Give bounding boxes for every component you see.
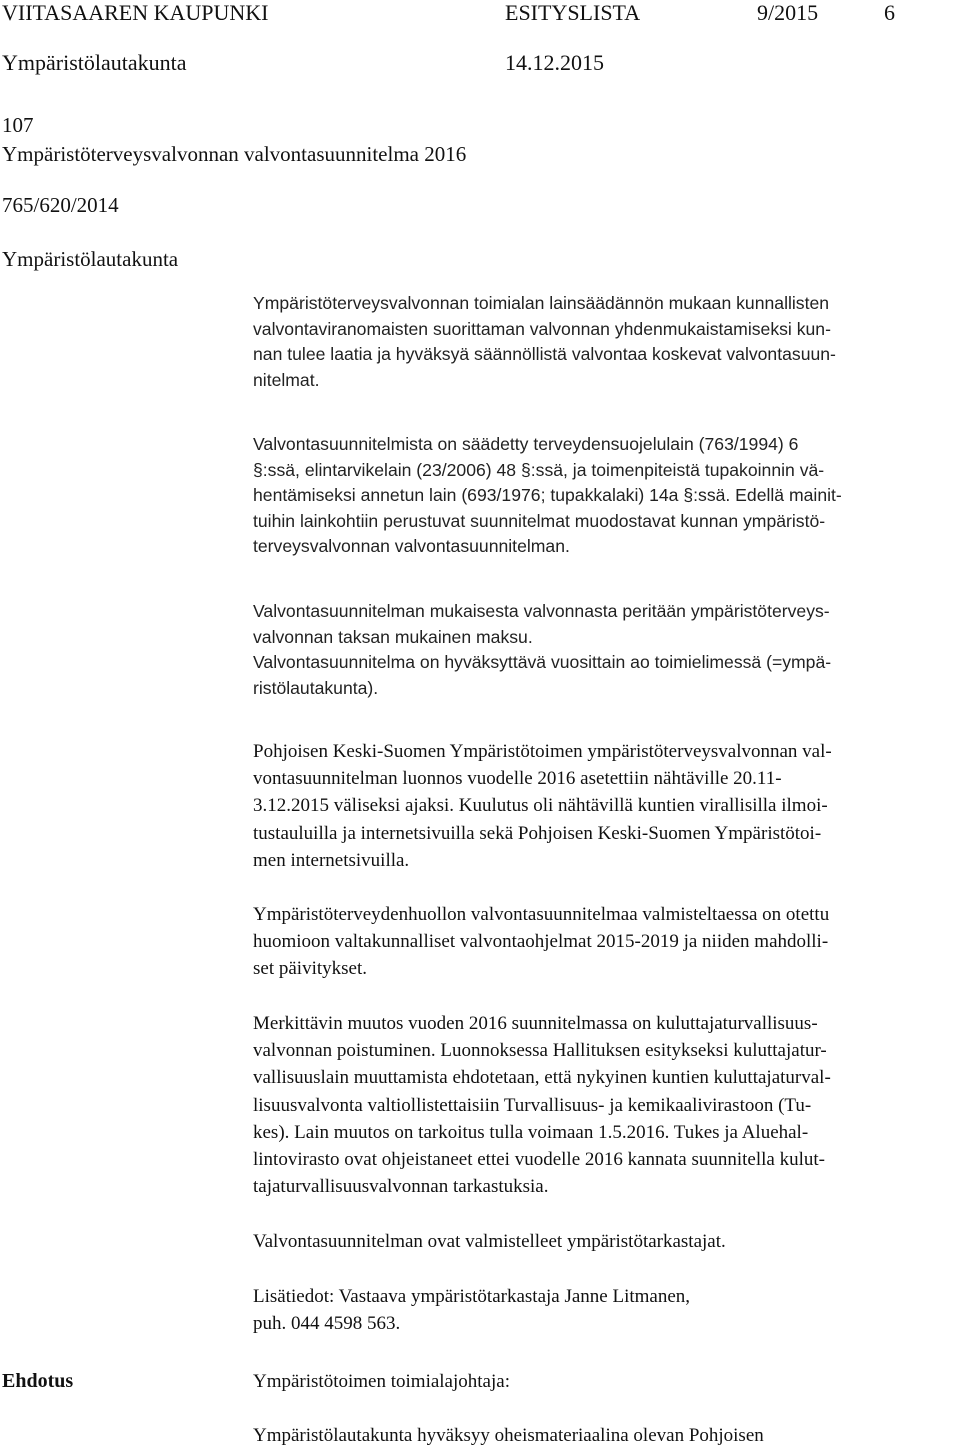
paragraph-line: huomioon valtakunnalliset valvontaohjelmat 2015-2019 ja niiden mahdolli- bbox=[253, 931, 829, 953]
paragraph-4 bbox=[253, 738, 958, 874]
paragraph-line: Valvontasuunnitelman ovat valmistelleet ympäristötarkastajat. bbox=[253, 1231, 726, 1252]
paragraph-line: tustauluilla ja internetsivuilla sekä Pohjoisen Keski-Suomen Ympäristötoi- bbox=[253, 822, 822, 844]
diary-number: 765/620/2014 bbox=[2, 193, 119, 217]
paragraph-line: Ympäristöterveysvalvonnan toimialan lainsäädännön mukaan kunnallisten bbox=[253, 293, 830, 313]
header-issue: 9/2015 bbox=[757, 0, 819, 25]
paragraph-line: terveysvalvonnan valvontasuunnitelman. bbox=[253, 536, 570, 557]
paragraph-line: nan tulee laatia ja hyväksyä säännöllistä valvontaa koskevat valvontasuun- bbox=[253, 344, 836, 365]
paragraph-line: tuihin lainkohtiin perustuvat suunnitelmat muodostavat kunnan ympäristö- bbox=[253, 510, 826, 531]
paragraph-line: set päivitykset. bbox=[253, 958, 367, 980]
paragraph-line: Valvontasuunnitelman mukaisesta valvonnasta peritään ympäristöterveys- bbox=[253, 601, 830, 621]
section-title: Ympäristöterveysvalvonnan valvontasuunnitelma 2016 bbox=[2, 142, 467, 166]
paragraph-7 bbox=[253, 1228, 958, 1255]
header-org: VIITASAAREN KAUPUNKI bbox=[2, 0, 269, 25]
paragraph-line: valvonnan poistuminen. Luonnoksessa Hallituksen esitykseksi kuluttajatur- bbox=[253, 1040, 827, 1062]
header-doc-type: ESITYSLISTA bbox=[505, 0, 641, 25]
paragraph-line: men internetsivuilla. bbox=[253, 849, 410, 871]
paragraph-line: 3.12.2015 väliseksi ajaksi. Kuulutus oli nähtävillä kuntien virallisilla ilmoi- bbox=[253, 795, 828, 817]
proposer-text: Ympäristötoimen toimialajohtaja: bbox=[253, 1371, 510, 1392]
paragraph-8 bbox=[253, 1283, 958, 1337]
paragraph-line: Valvontasuunnitelma on hyväksyttävä vuosittain ao toimielimessä (=ympä- bbox=[253, 652, 832, 673]
paragraph-line: lisuusvalvonta valtiollistettaisiin Turvallisuus- ja kemikaalivirastoon (Tu- bbox=[253, 1094, 812, 1116]
paragraph-5 bbox=[253, 901, 958, 983]
paragraph-line: hentämiseksi annetun lain (693/1976; tupakkalaki) 14a §:ssä. Edellä mainit- bbox=[253, 485, 842, 506]
paragraph-line: Lisätiedot: Vastaava ympäristötarkastaja Janne Litmanen, bbox=[253, 1286, 691, 1307]
paragraph-2 bbox=[253, 432, 953, 560]
paragraph-line: Pohjoisen Keski-Suomen Ympäristötoimen ympäristöterveysvalvonnan val- bbox=[253, 741, 832, 762]
paragraph-line: valvonnan taksan mukainen maksu. bbox=[253, 626, 533, 647]
proposal-proposer bbox=[253, 1368, 958, 1395]
paragraph-line: puh. 044 4598 563. bbox=[253, 1313, 401, 1335]
proposal-line: Ympäristölautakunta hyväksyy oheismateriaalina olevan Pohjoisen bbox=[253, 1425, 764, 1446]
paragraph-line: lintovirasto ovat ohjeistaneet ettei vuodelle 2016 kannata suunnitella kulut- bbox=[253, 1149, 825, 1171]
paragraph-line: nitelmat. bbox=[253, 369, 320, 390]
paragraph-line: Merkittävin muutos vuoden 2016 suunnitelmassa on kuluttajaturvallisuus- bbox=[253, 1013, 818, 1034]
section-number: 107 bbox=[2, 113, 34, 137]
paragraph-line: Ympäristöterveydenhuollon valvontasuunnitelmaa valmisteltaessa on otettu bbox=[253, 904, 830, 925]
proposal-text bbox=[253, 1422, 958, 1449]
paragraph-1 bbox=[253, 291, 953, 393]
header-date: 14.12.2015 bbox=[505, 50, 604, 75]
header-page-number: 6 bbox=[884, 0, 895, 25]
paragraph-line: ristölautakunta). bbox=[253, 677, 379, 698]
paragraph-6 bbox=[253, 1010, 958, 1200]
paragraph-line: tajaturvallisuusvalvonnan tarkastuksia. bbox=[253, 1176, 549, 1198]
paragraph-line: valvontaviranomaisten suorittaman valvonnan yhdenmukaistamiseksi kun- bbox=[253, 318, 831, 339]
section-board: Ympäristölautakunta bbox=[2, 247, 179, 271]
paragraph-line: kes). Lain muutos on tarkoitus tulla voimaan 1.5.2016. Tukes ja Aluehal- bbox=[253, 1121, 809, 1143]
paragraph-line: §:ssä, elintarvikelain (23/2006) 48 §:ssä, ja toimenpiteistä tupakoinnin vä- bbox=[253, 459, 825, 480]
paragraph-line: vontasuunnitelman luonnos vuodelle 2016 asetettiin nähtäville 20.11- bbox=[253, 768, 782, 790]
paragraph-3 bbox=[253, 599, 953, 701]
header-board: Ympäristölautakunta bbox=[2, 50, 187, 75]
paragraph-line: vallisuuslain muuttamista ehdotetaan, että nykyinen kuntien kuluttajaturval- bbox=[253, 1067, 831, 1089]
proposal-label: Ehdotus bbox=[2, 1370, 74, 1392]
paragraph-line: Valvontasuunnitelmista on säädetty terveydensuojelulain (763/1994) 6 bbox=[253, 434, 799, 454]
